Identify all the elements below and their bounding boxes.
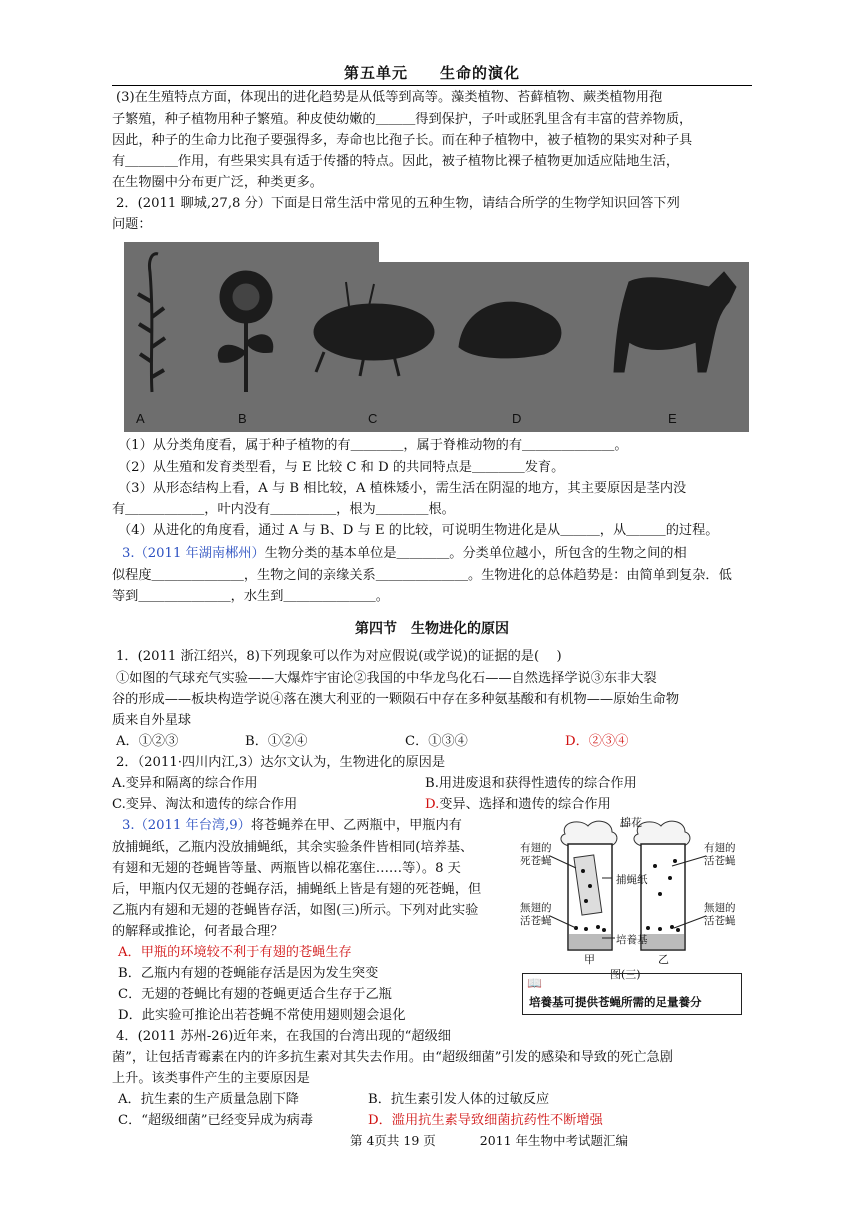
question-stem: 4．(2011 苏州-26)近年来，在我国的台湾出现的“超级细 [116, 1029, 451, 1044]
question-stem: 2．(2011 聊城,27,8 分）下面是日常生活中常见的五种生物，请结合所学的生物学知识回答下列 [116, 196, 680, 211]
question-source: 3.（2011 年湖南郴州） [122, 546, 265, 561]
text-line: 似程度＿＿＿＿＿＿＿，生物之间的亲缘关系＿＿＿＿＿＿＿。生物进化的总体趋势是：由简单到复杂．低 [112, 568, 732, 583]
figure-caption: 图(三) [610, 968, 641, 981]
label-medium: 培養基 [616, 934, 648, 946]
label-cotton: 棉花 [620, 816, 642, 829]
text-line: 乙瓶内有翅和无翅的苍蝇皆存活，如图(三)所示。下列对此实验 [112, 903, 479, 918]
page-footer [350, 1131, 628, 1149]
text-line: （2）从生殖和发育类型看，与 E 比较 C 和 D 的共同特点是＿＿＿＿发育。 [118, 460, 565, 475]
option-a: A．①②③ [116, 734, 179, 749]
answer-letter: D. [425, 797, 440, 812]
label-jar-a: 甲 [584, 953, 595, 966]
text-line: ①如图的气球充气实验——大爆炸宇宙论②我国的中华龙鸟化石——自然选择学说③东非大裂 [116, 671, 657, 686]
text-line [122, 544, 687, 564]
text-line: 谷的形成——板块构造学说④落在澳大利亚的一颗陨石中存在多种氨基酸和有机物——原始生命物 [112, 692, 680, 707]
option-b: B.用进废退和获得性遗传的综合作用 [425, 776, 637, 791]
text-line: 生物分类的基本单位是＿＿＿＿。分类单位越小，所包含的生物之间的相 [264, 546, 687, 561]
photo-label-d: D [512, 411, 522, 426]
text-line: （3）从形态结构上看，A 与 B 相比较，A 植株矮小，需生活在阴湿的地方，其主要原因是茎内没 [118, 481, 687, 496]
text-line: 后，甲瓶内仅无翅的苍蝇存活，捕蝇纸上皆是有翅的死苍蝇，但 [112, 882, 482, 897]
option-c: C．无翅的苍蝇比有翅的苍蝇更适合生存于乙瓶 [118, 987, 392, 1002]
label-winged-alive: 有翅的活苍蝇 [704, 842, 736, 867]
option-d [425, 795, 611, 815]
text-line: （1）从分类角度看，属于种子植物的有＿＿＿＿，属于脊椎动物的有＿＿＿＿＿＿＿。 [118, 438, 628, 453]
option-d-answer: D．滥用抗生素导致细菌抗药性不断增强 [368, 1113, 603, 1128]
page-number: 第 4页共 19 页 [350, 1133, 436, 1148]
text-line: 有＿＿＿＿作用，有些果实具有适于传播的特点。因此，被子植物比裸子植物更加适应陆地生活， [112, 154, 680, 169]
label-winged-dead: 有翅的死苍蝇 [520, 842, 552, 867]
organisms-illustration [124, 242, 749, 432]
photo-label-e: E [668, 411, 677, 426]
option-b: B．抗生素引发人体的过敏反应 [368, 1092, 550, 1107]
figure-note: 培養基可提供苍蝇所需的足量養分 [529, 995, 702, 1009]
text-line: 将苍蝇养在甲、乙两瓶中，甲瓶内有 [250, 818, 462, 833]
header-rule [112, 85, 752, 86]
option-d: D．此实验可推论出若苍蝇不常使用翅则翅会退化 [118, 1008, 406, 1023]
text-line: 上升。该类事件产生的主要原因是 [112, 1071, 310, 1086]
option-c: C.变异、淘汰和遗传的综合作用 [112, 797, 298, 812]
text-line: 因此，种子的生命力比孢子要强得多，寿命也比孢子长。而在种子植物中，被子植物的果实对种子具 [112, 133, 693, 148]
photo-label-c: C [368, 411, 378, 426]
figure-note-box [522, 973, 742, 1015]
page-header-title: 第五单元 生命的演化 [343, 64, 520, 82]
text-line: 等到＿＿＿＿＿＿＿，水生到＿＿＿＿＿＿＿。 [112, 589, 389, 604]
option-a: A．抗生素的生产质量急剧下降 [118, 1092, 299, 1107]
option-c: C．“超级细菌”已经变异成为病毒 [118, 1113, 314, 1128]
question-stem: 1．(2011 浙江绍兴，8)下列现象可以作为对应假说(或学说)的证据的是( ) [116, 649, 562, 664]
text-line: （4）从进化的角度看，通过 A 与 B、D 与 E 的比较，可说明生物进化是从＿＿＿，从＿＿＿的过程。 [118, 523, 719, 538]
text-line: 菌”，让包括青霉素在内的许多抗生素对其失去作用。由“超级细菌”引发的感染和导致的死亡急剧 [112, 1050, 673, 1065]
question-source: 3.（2011 年台湾,9） [122, 818, 251, 833]
label-wingless-alive-a: 無翅的活苍蝇 [520, 902, 552, 927]
section-title: 第四节 生物进化的原因 [355, 621, 509, 637]
footer-title: 2011 年生物中考试题汇编 [479, 1133, 629, 1148]
label-jar-b: 乙 [658, 953, 669, 966]
text-line [122, 816, 462, 836]
text-line: 放捕蝇纸，乙瓶内没放捕蝇纸，其余实验条件皆相同(培养基、 [112, 840, 474, 855]
label-wingless-alive-b: 無翅的活苍蝇 [704, 902, 736, 927]
text-line: 的解释或推论，何者最合理？ [112, 924, 284, 939]
text-line: (3)在生殖特点方面，体现出的进化趋势是从低等到高等。藻类植物、苔藓植物、蕨类植物用孢 [116, 90, 663, 105]
text-line: 问题： [112, 217, 152, 232]
text-line: 在生物圈中分布更广泛，种类更多。 [112, 175, 323, 190]
text-line: 子繁殖，种子植物用种子繁殖。种皮使幼嫩的＿＿＿得到保护，子叶或胚乳里含有丰富的营养物质， [112, 112, 693, 127]
option-a-answer: A．甲瓶的环境较不利于有翅的苍蝇生存 [118, 945, 352, 960]
organisms-photo [124, 242, 749, 432]
text-line: 有＿＿＿＿＿＿，叶内没有＿＿＿＿＿，根为＿＿＿＿根。 [112, 502, 455, 517]
text-line: 有翅和无翅的苍蝇皆等量、两瓶皆以棉花塞住……等）。8 天 [112, 861, 461, 876]
label-flypaper: 捕蝇纸 [616, 874, 648, 886]
question-stem: 2．（2011·四川内江,3）达尔文认为，生物进化的原因是 [116, 755, 446, 770]
photo-label-b: B [238, 411, 247, 426]
option-a: A.变异和隔离的综合作用 [112, 776, 258, 791]
book-icon: 📖 [527, 976, 542, 990]
option-b: B．①②④ [245, 734, 308, 749]
option-c: C．①③④ [405, 734, 468, 749]
option-b: B．乙瓶内有翅的苍蝇能存活是因为发生突变 [118, 966, 379, 981]
option-d-answer: D．②③④ [565, 734, 629, 749]
text-line: 质来自外星球 [112, 713, 192, 728]
option-d-text: 变异、选择和遗传的综合作用 [439, 797, 611, 812]
photo-label-a: A [136, 411, 145, 426]
